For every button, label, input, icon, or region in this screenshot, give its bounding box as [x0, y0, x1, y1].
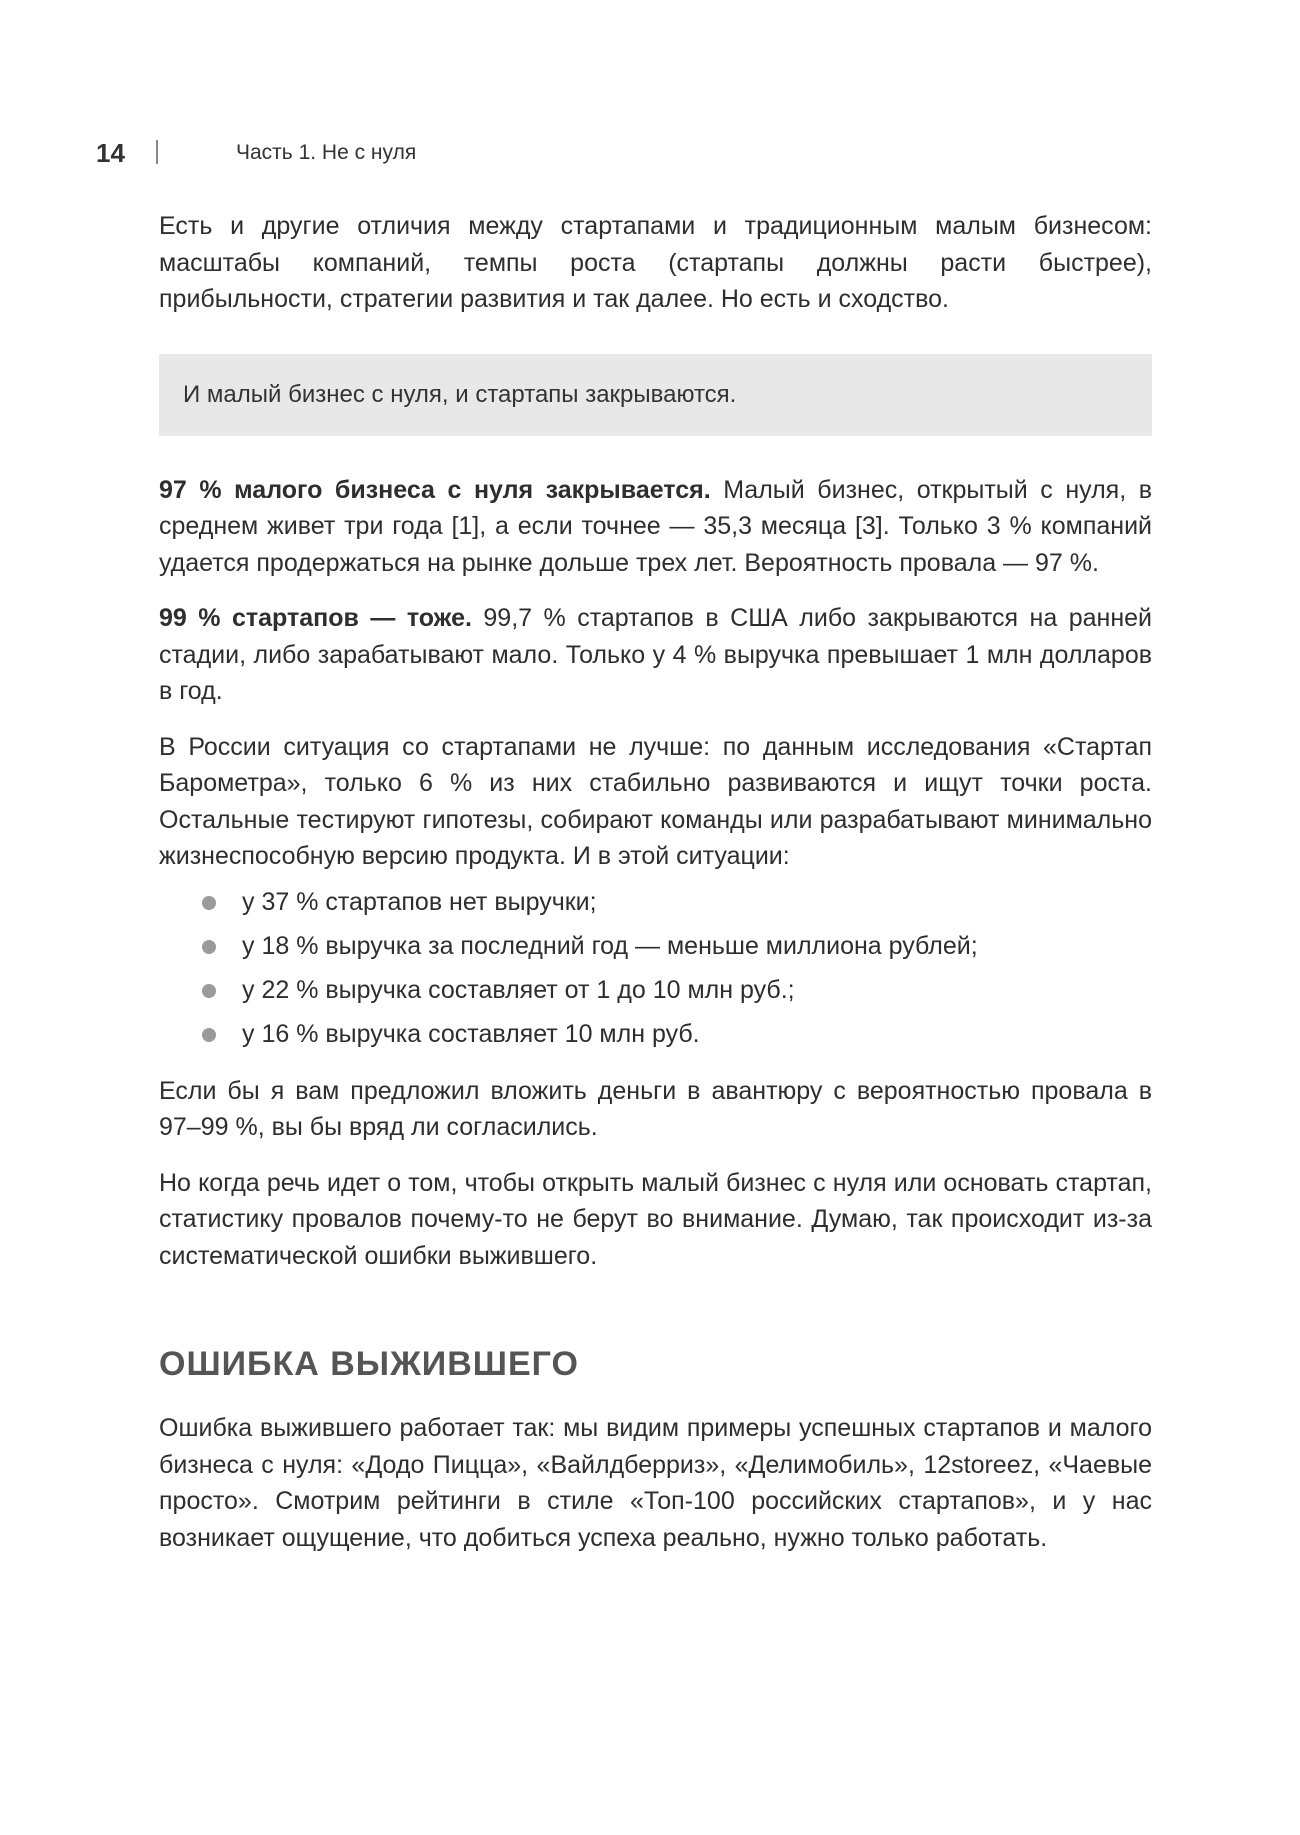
- chapter-title: Часть 1. Не с нуля: [236, 141, 417, 164]
- bullet-dot-icon: [202, 896, 216, 910]
- bullet-dot-icon: [202, 940, 216, 954]
- paragraph-russia: В России ситуация со стартапами не лучше: по данным исследования «Стартап Барометра», только 6 % из них стабильно развиваются и ищут точки роста. Остальные тестируют гипотезы, собирают команды или разрабатывают минимально жизнеспособную версию продукта. И в этой ситуации:: [159, 732, 1152, 870]
- page-body: [159, 208, 1152, 1556]
- list-item-text: у 16 % выручка составляет 10 млн руб.: [242, 1020, 700, 1048]
- list-item: [159, 969, 1152, 1013]
- paragraph-differences: Есть и другие отличия между стартапами и традиционным малым бизнесом: масштабы компаний, темпы роста (стартапы должны расти быстрее), прибыльности, стратегии развития и так далее. Но есть и сходство.: [159, 212, 1152, 313]
- paragraph-survivorship: Ошибка выжившего работает так: мы видим примеры успешных стартапов и малого бизнеса с нуля: «Додо Пицца», «Вайлдберриз», «Делимобиль», 12storeez, «Чаевые просто». Смотрим рейтинги в стиле «Топ-100 российских стартапов», и у нас возникает ощущение, что добиться успеха реально, нужно только работать.: [159, 1414, 1152, 1552]
- list-item-text: у 22 % выручка составляет от 1 до 10 млн руб.;: [242, 976, 795, 1004]
- paragraph-survivorship-intro: Но когда речь идет о том, чтобы открыть малый бизнес с нуля или основать стартап, статистику провалов почему-то не берут во внимание. Думаю, так происходит из-за систематической ошибки выжившего.: [159, 1168, 1152, 1270]
- paragraph-lead: 97 % малого бизнеса с нуля закрывается.: [159, 475, 711, 504]
- section-heading: ОШИБКА ВЫЖИВШЕГО: [159, 1345, 579, 1383]
- bullet-dot-icon: [202, 1028, 216, 1042]
- callout-box: [159, 354, 1152, 436]
- paragraph-text: 99,7 % стартапов в США либо закрываются на ранней стадии, либо зарабатывают мало. Только у 4 % выручка превышает 1 млн долларов в год.: [159, 604, 1152, 705]
- revenue-bullet-list: [159, 881, 1152, 1057]
- running-header: [96, 136, 1156, 170]
- list-item: [159, 881, 1152, 925]
- page-number: 14: [96, 138, 125, 168]
- paragraph-risk: Если бы я вам предложил вложить деньги в авантюру с вероятностью провала в 97–99 %, вы бы вряд ли согласились.: [159, 1076, 1152, 1141]
- bullet-dot-icon: [202, 984, 216, 998]
- list-item-text: у 18 % выручка за последний год — меньше миллиона рублей;: [242, 932, 978, 960]
- callout-text: И малый бизнес с нуля, и стартапы закрываются.: [183, 380, 737, 408]
- paragraph-startups: [159, 600, 1152, 710]
- paragraph-small-business: [159, 472, 1152, 582]
- list-item: [159, 1013, 1152, 1057]
- paragraph-text: Малый бизнес, открытый с нуля, в среднем живет три года [1], а если точнее — 35,3 месяца [3]. Только 3 % компаний удается продержаться на рынке дольше трех лет. Вероятность провала — 97 %.: [159, 475, 1152, 577]
- list-item: [159, 925, 1152, 969]
- header-divider: [156, 140, 158, 164]
- paragraph-lead: 99 % стартапов — тоже.: [159, 604, 472, 632]
- list-item-text: у 37 % стартапов нет выручки;: [242, 888, 597, 916]
